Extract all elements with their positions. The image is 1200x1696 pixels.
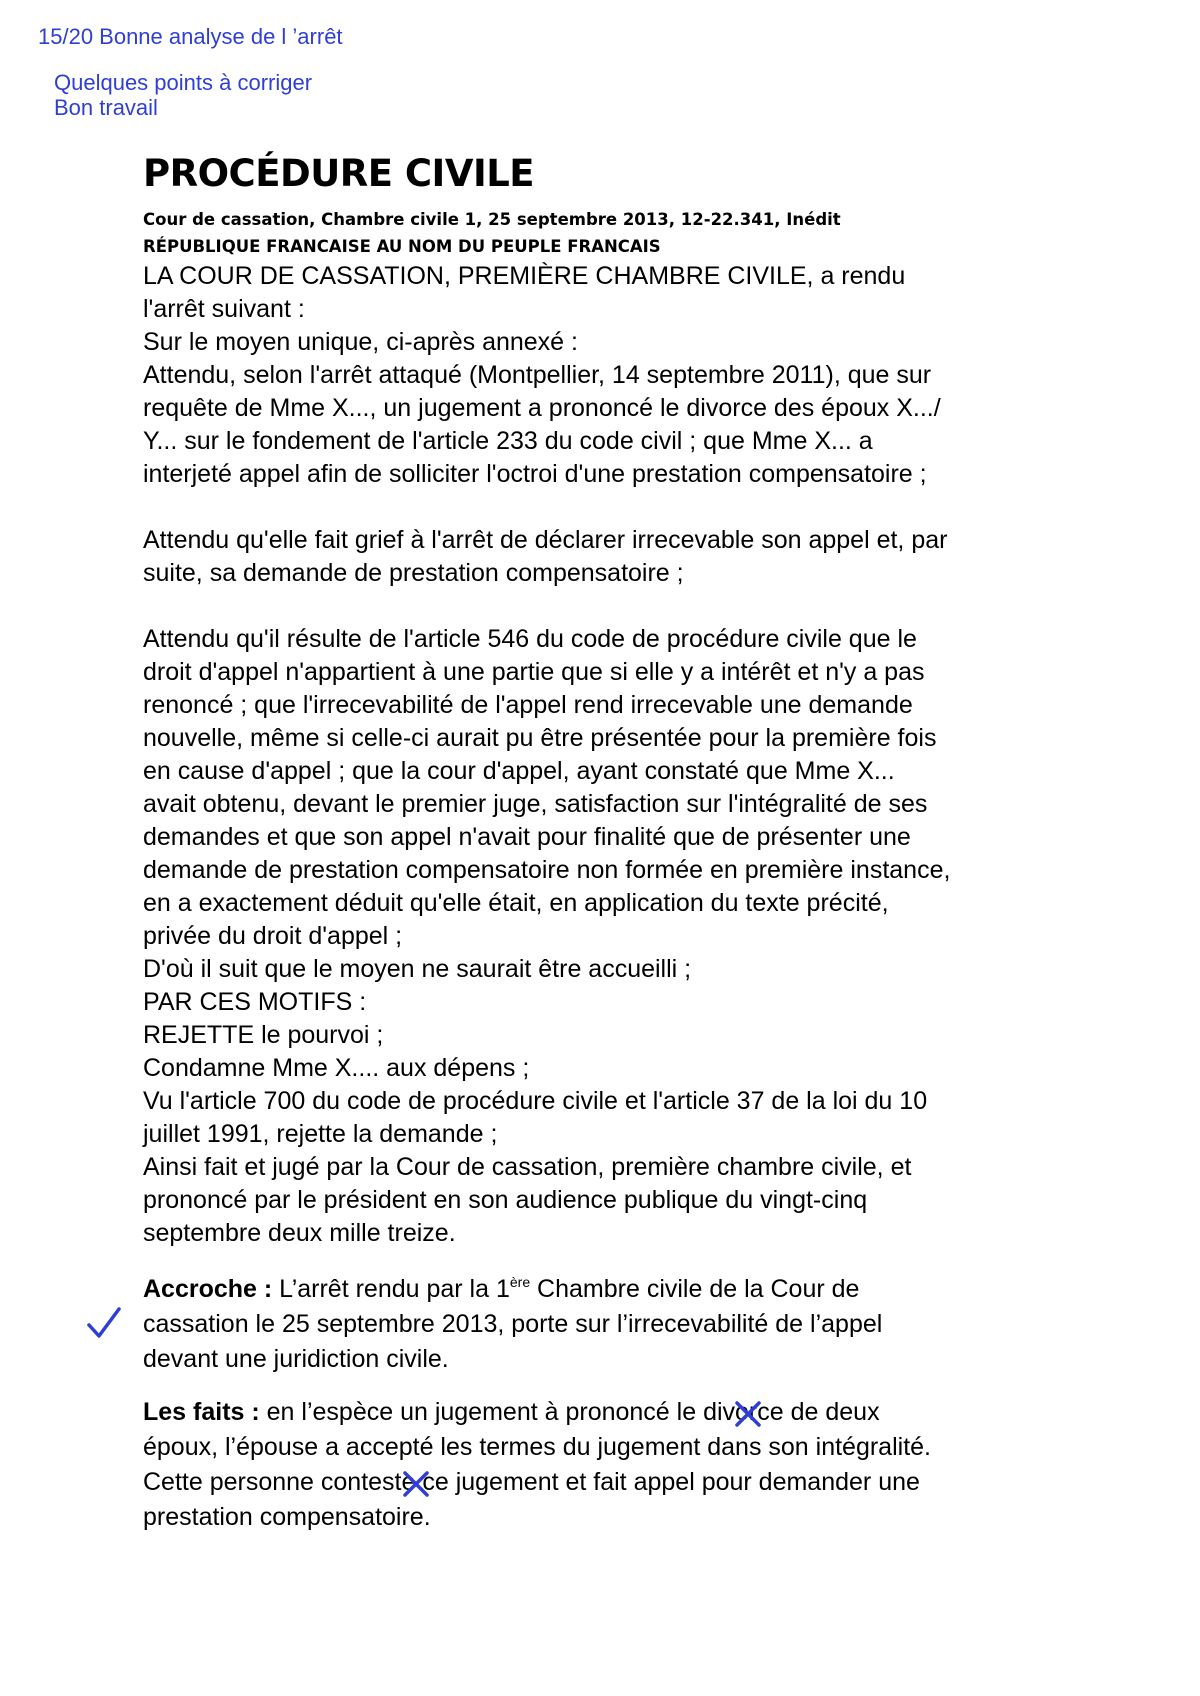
judgment-line: en a exactement déduit qu'elle était, en application du texte précité,	[143, 889, 889, 917]
error-cross-icon	[401, 1469, 431, 1499]
judgment-line: interjeté appel afin de solliciter l'octroi d'une prestation compensatoire ;	[143, 460, 927, 488]
judgment-line: en cause d'appel ; que la cour d'appel, ayant constaté que Mme X...	[143, 757, 895, 785]
accroche-line-2: cassation le 25 septembre 2013, porte sur l’irrecevabilité de l’appel	[143, 1310, 883, 1338]
error-cross-icon	[733, 1399, 763, 1429]
faits-line-1	[143, 1395, 1083, 1430]
judgment-line: D'où il suit que le moyen ne saurait être accueilli ;	[143, 955, 692, 983]
judgment-line: droit d'appel n'appartient à une partie que si elle y a intérêt et n'y a pas	[143, 658, 925, 686]
judgment-line: demande de prestation compensatoire non formée en première instance,	[143, 856, 951, 884]
judgment-line: Y... sur le fondement de l'article 233 du code civil ; que Mme X... a	[143, 427, 873, 455]
faits-line-2: époux, l’épouse a accepté les termes du jugement dans son intégralité.	[143, 1433, 931, 1461]
judgment-line: Ainsi fait et jugé par la Cour de cassation, première chambre civile, et	[143, 1153, 912, 1181]
judgment-text	[143, 260, 1083, 1250]
accroche-text-start: L’arrêt rendu par la 1	[272, 1275, 510, 1303]
republic-header: RÉPUBLIQUE FRANCAISE AU NOM DU PEUPLE FRANCAIS	[143, 237, 661, 256]
paragraph-spacer	[143, 491, 1083, 524]
accroche-paragraph	[143, 1272, 1083, 1377]
case-reference: Cour de cassation, Chambre civile 1, 25 septembre 2013, 12-22.341, Inédit	[143, 210, 841, 229]
judgment-line: l'arrêt suivant :	[143, 295, 305, 323]
judgment-line: requête de Mme X..., un jugement a prononcé le divorce des époux X.../	[143, 394, 941, 422]
judgment-line: LA COUR DE CASSATION, PREMIÈRE CHAMBRE CIVILE, a rendu	[143, 262, 906, 290]
judgment-line: suite, sa demande de prestation compensatoire ;	[143, 559, 684, 587]
judgment-line: renoncé ; que l'irrecevabilité de l'appel rend irrecevable une demande	[143, 691, 913, 719]
judgment-line: Condamne Mme X.... aux dépens ;	[143, 1054, 530, 1082]
judgment-document	[143, 148, 1083, 1250]
teacher-remark-corrections: Quelques points à corriger	[54, 70, 313, 95]
paragraph-spacer	[143, 590, 1083, 623]
teacher-remark-good-work: Bon travail	[54, 95, 158, 120]
judgment-line: REJETTE le pourvoi ;	[143, 1021, 384, 1049]
accroche-line-3: devant une juridiction civile.	[143, 1345, 449, 1373]
faits-line-4: prestation compensatoire.	[143, 1503, 431, 1531]
faits-line-3: Cette personne conteste ce jugement et fait appel pour demander une	[143, 1468, 920, 1496]
judgment-line: juillet 1991, rejette la demande ;	[143, 1120, 498, 1148]
judgment-line: demandes et que son appel n'avait pour finalité que de présenter une	[143, 823, 911, 851]
judgment-line: prononcé par le président en son audience publique du vingt-cinq	[143, 1186, 868, 1214]
accroche-line-1	[143, 1272, 1083, 1307]
judgment-line: septembre deux mille treize.	[143, 1219, 456, 1247]
judgment-line: avait obtenu, devant le premier juge, satisfaction sur l'intégralité de ses	[143, 790, 928, 818]
judgment-line: Attendu qu'elle fait grief à l'arrêt de déclarer irrecevable son appel et, par	[143, 526, 948, 554]
faits-text-start: en l’espèce un jugement à prononcé le divorce de deux	[259, 1398, 880, 1426]
judgment-line: privée du droit d'appel ;	[143, 922, 403, 950]
judgment-line: Attendu, selon l'arrêt attaqué (Montpellier, 14 septembre 2011), que sur	[143, 361, 932, 389]
judgment-line: Vu l'article 700 du code de procédure civile et l'article 37 de la loi du 10	[143, 1087, 928, 1115]
document-title: PROCÉDURE CIVILE	[143, 152, 535, 195]
check-mark-icon	[86, 1305, 122, 1341]
judgment-line: PAR CES MOTIFS :	[143, 988, 367, 1016]
grade-note: 15/20 Bonne analyse de l ’arrêt	[38, 24, 343, 49]
faits-paragraph	[143, 1395, 1083, 1535]
accroche-label: Accroche :	[143, 1275, 273, 1303]
faits-label: Les faits :	[143, 1398, 260, 1426]
accroche-superscript: ère	[509, 1274, 531, 1290]
judgment-line: Attendu qu'il résulte de l'article 546 du code de procédure civile que le	[143, 625, 917, 653]
judgment-line: nouvelle, même si celle-ci aurait pu être présentée pour la première fois	[143, 724, 937, 752]
accroche-text-rest: Chambre civile de la Cour de	[530, 1275, 860, 1303]
judgment-line: Sur le moyen unique, ci-après annexé :	[143, 328, 578, 356]
